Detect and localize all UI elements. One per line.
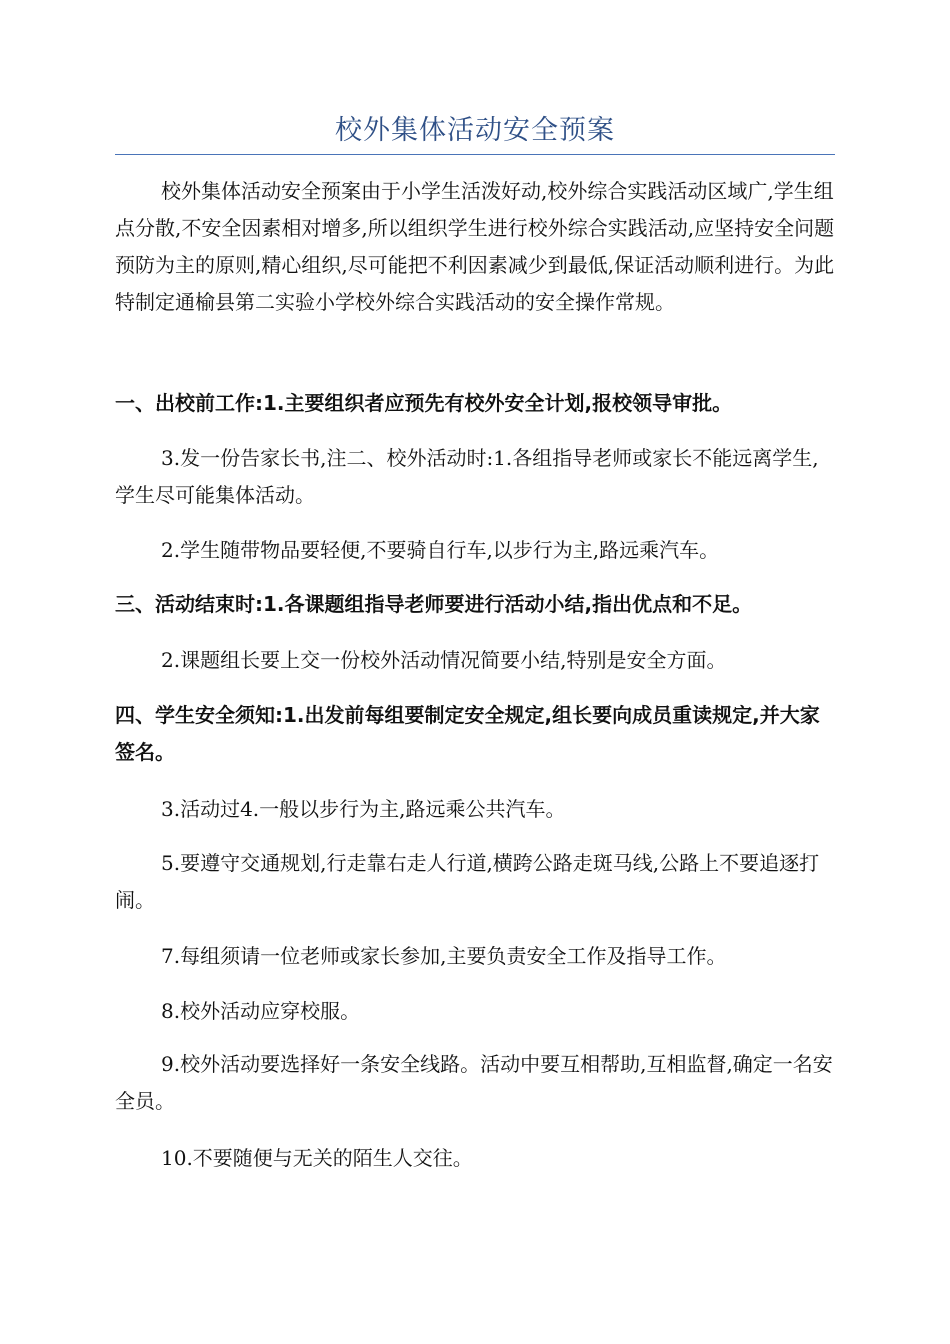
body-paragraph: 7.每组须请一位老师或家长参加,主要负责安全工作及指导工作。: [161, 944, 727, 968]
section-heading-1: 一、出校前工作:1.主要组织者应预先有校外安全计划,报校领导审批。: [115, 391, 733, 415]
title-underline: [115, 154, 835, 155]
body-paragraph: 3.发一份告家长书,注二、校外活动时:1.各组指导老师或家长不能远离学生,学生尽可能集体活动。: [115, 446, 819, 507]
body-paragraph: 5.要遵守交通规划,行走靠右走人行道,横跨公路走斑马线,公路上不要追逐打闹。: [115, 851, 820, 912]
body-paragraph: 10.不要随便与无关的陌生人交往。: [161, 1146, 473, 1170]
body-paragraph: 3.活动过4.一般以步行为主,路远乘公共汽车。: [161, 797, 566, 821]
section-heading-3: 三、活动结束时:1.各课题组指导老师要进行活动小结,指出优点和不足。: [115, 592, 753, 616]
intro-paragraph: 校外集体活动安全预案由于小学生活泼好动,校外综合实践活动区域广,学生组点分散,不安全因素相对增多,所以组织学生进行校外综合实践活动,应坚持安全问题预防为主的原则,精心组织,尽可能把不利因素减少到最低,保证活动顺利进行。为此特制定通榆县第二实验小学校外综合实践活动的安全操作常规。: [115, 179, 835, 314]
body-paragraph: 8.校外活动应穿校服。: [161, 999, 361, 1023]
body-paragraph: 2.课题组长要上交一份校外活动情况简要小结,特别是安全方面。: [161, 648, 727, 672]
section-heading-4: 四、学生安全须知:1.出发前每组要制定安全规定,组长要向成员重读规定,并大家签名。: [115, 703, 820, 764]
body-paragraph: 9.校外活动要选择好一条安全线路。活动中要互相帮助,互相监督,确定一名安全员。: [115, 1052, 833, 1113]
document-title: 校外集体活动安全预案: [335, 115, 615, 146]
body-paragraph: 2.学生随带物品要轻便,不要骑自行车,以步行为主,路远乘汽车。: [161, 538, 720, 562]
